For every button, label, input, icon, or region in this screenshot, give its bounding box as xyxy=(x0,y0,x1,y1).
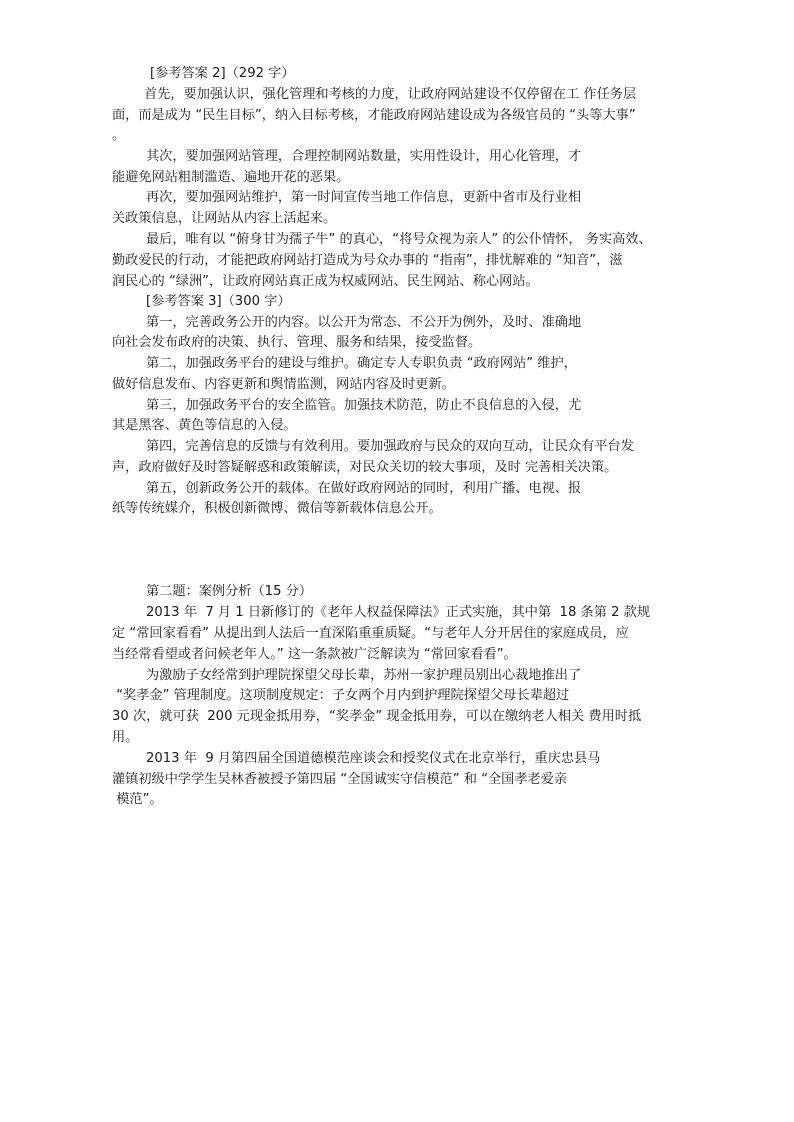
answer3-heading: [参考答案 3]（300 字） xyxy=(146,294,291,309)
answer2-heading: [参考答案 2]（292 字） xyxy=(150,66,295,81)
answer2-line-1: 首先，要加强认识，强化管理和考核的力度，让政府网站建设不仅停留在工 作任务层 xyxy=(144,87,637,102)
question2-line-2: 定 “常回家看看” 从提出到人法后一直深陷重重质疑。“与老年人分开居住的家庭成员，应 xyxy=(112,626,629,641)
question2-line-5: “奖孝金” 管理制度。这项制度规定：子女两个月内到护理院探望父母长辈超过 xyxy=(112,688,570,703)
answer3-line-2: 向社会发布政府的决策、执行、管理、服务和结果，接受监督。 xyxy=(112,335,482,350)
question2-line-3: 当经常看望或者问候老年人。” 这一条款被广泛解读为 “常回家看看”。 xyxy=(112,647,517,662)
question2-line-9: 灌镇初级中学学生吴林香被授予第四届 “全国诚实守信模范” 和 “全国孝老爱亲 xyxy=(112,772,568,787)
question2-line-7: 用。 xyxy=(112,730,139,745)
answer2-line-10: 润民心的 “绿洲”，让政府网站真正成为权威网站、民生网站、称心网站。 xyxy=(112,274,539,289)
answer3-line-1: 第一，完善政务公开的内容。以公开为常态、不公开为例外，及时、准确地 xyxy=(146,315,582,330)
answer2-line-5: 能避免网站粗制滥造、遍地开花的恶果。 xyxy=(112,170,350,185)
answer2-line-2: 面，而是成为 “民生目标”，纳入目标考核，才能政府网站建设成为各级官员的 “头等大事” xyxy=(112,108,636,123)
answer2-line-9: 勤政爱民的行动，才能把政府网站打造成为号众办事的 “指南”，排忧解难的 “知音”，滋 xyxy=(112,253,623,268)
question2-line-8: 2013 年 9 月第四届全国道德模范座谈会和授奖仪式在北京举行，重庆忠县马 xyxy=(146,751,601,766)
question2-line-6: 30 次，就可获 200 元现金抵用券，“奖孝金” 现金抵用券，可以在缴纳老人相关 费用时抵 xyxy=(112,709,642,724)
answer3-line-6: 其是黑客、黄色等信息的入侵。 xyxy=(112,418,297,433)
answer3-line-8: 声，政府做好及时答疑解惑和政策解读，对民众关切的较大事项，及时 完善相关决策。 xyxy=(112,460,618,475)
answer2-line-3: 。 xyxy=(112,128,126,143)
answer2-line-4: 其次，要加强网站管理，合理控制网站数量，实用性设计，用心化管理，才 xyxy=(146,149,582,164)
answer3-line-9: 第五，创新政务公开的载体。在做好政府网站的同时，利用广播、电视、报 xyxy=(146,481,582,496)
answer3-line-3: 第二，加强政务平台的建设与维护。确定专人专职负责 “政府网站” 维护， xyxy=(146,356,577,371)
question2-heading: 第二题：案例分析（15 分） xyxy=(146,584,313,599)
question2-line-1: 2013 年 7 月 1 日新修订的《老年人权益保障法》正式实施，其中第 18 条第 2 款规 xyxy=(146,605,651,620)
answer2-line-6: 再次，要加强网站维护，第一时间宣传当地工作信息，更新中省市及行业相 xyxy=(146,190,582,205)
answer3-line-10: 纸等传统媒介，积极创新微博、微信等新载体信息公开。 xyxy=(112,501,442,516)
question2-line-4: 为激励子女经常到护理院探望父母长辈，苏州一家护理员别出心裁地推出了 xyxy=(146,668,582,683)
answer3-line-5: 第三，加强政务平台的安全监管。加强技术防范，防止不良信息的入侵，尤 xyxy=(146,398,582,413)
answer2-line-8: 最后，唯有以 “俯身甘为孺子牛” 的真心，“将号众视为亲人” 的公仆情怀， 务实高效、 xyxy=(146,232,652,247)
answer3-line-7: 第四，完善信息的反馈与有效利用。要加强政府与民众的双向互动，让民众有平台发 xyxy=(146,439,634,454)
answer2-line-7: 关政策信息，让网站从内容上活起来。 xyxy=(112,211,337,226)
question2-line-10: 模范”。 xyxy=(112,792,163,807)
answer3-line-4: 做好信息发布、内容更新和舆情监测，网站内容及时更新。 xyxy=(112,377,455,392)
